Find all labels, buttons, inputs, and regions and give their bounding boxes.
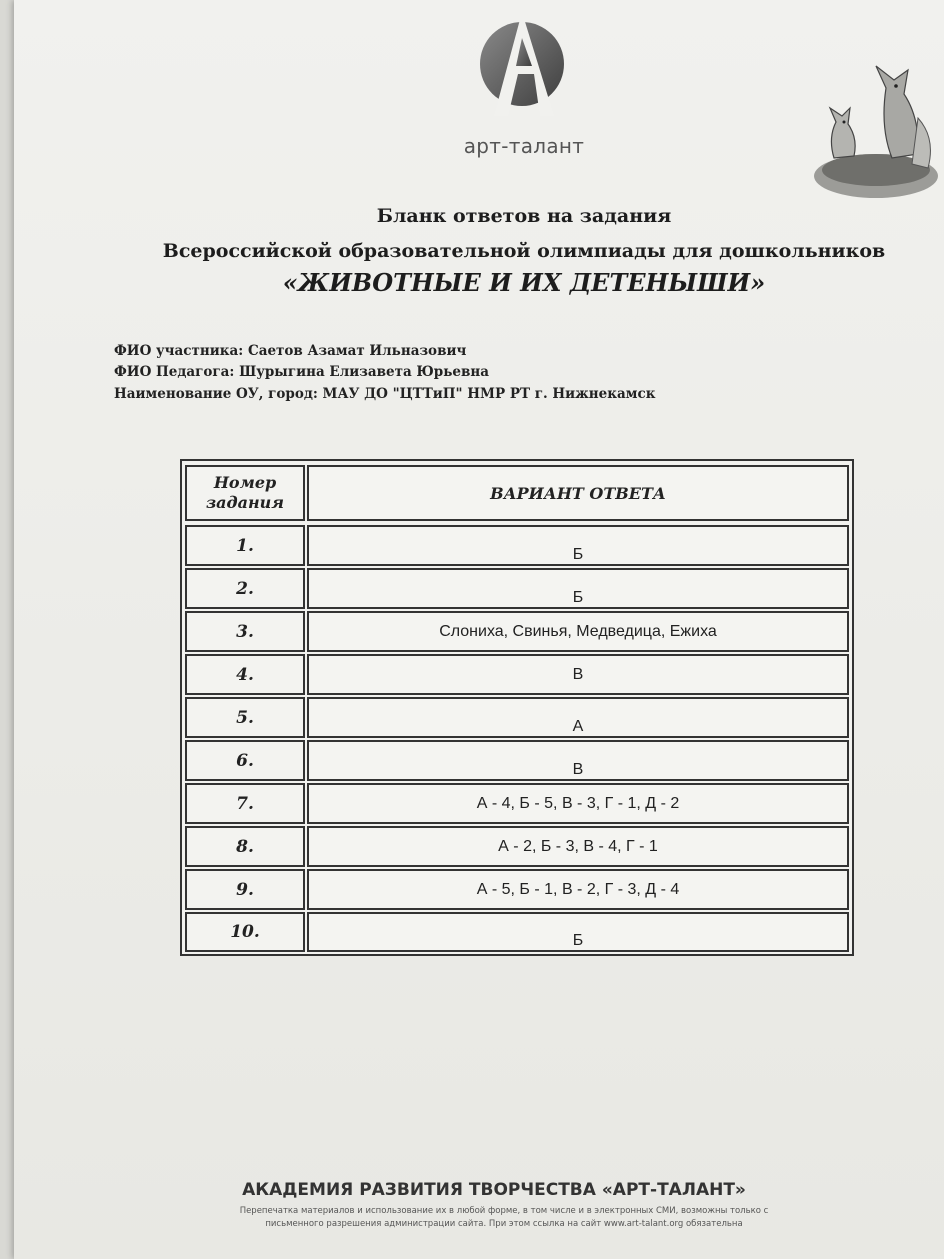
footer-title: АКАДЕМИЯ РАЗВИТИЯ ТВОРЧЕСТВА «АРТ-ТАЛАНТ» bbox=[242, 1180, 746, 1200]
header-answer: ВАРИАНТ ОТВЕТА bbox=[307, 465, 849, 521]
footer-copyright-line1: Перепечатка материалов и использование их в любой форме, в том числе и в электронных СМИ, возможны только с bbox=[239, 1206, 769, 1216]
table-row bbox=[182, 695, 852, 738]
task-number: 7. bbox=[185, 783, 305, 824]
table-row bbox=[182, 652, 852, 695]
answer-cell: А - 5, Б - 1, В - 2, Г - 3, Д - 4 bbox=[307, 869, 849, 910]
table-header-row bbox=[182, 463, 852, 521]
answer-sheet bbox=[14, 0, 944, 1259]
answer-cell: В bbox=[307, 654, 849, 695]
table-row bbox=[182, 910, 852, 952]
task-number: 5. bbox=[185, 697, 305, 738]
teacher-name: ФИО Педагога: Шурыгина Елизавета Юрьевна bbox=[114, 364, 489, 380]
answers-table bbox=[180, 459, 854, 956]
table-row bbox=[182, 738, 852, 781]
task-number: 3. bbox=[185, 611, 305, 652]
task-number: 1. bbox=[185, 525, 305, 566]
footer-copyright-line2: письменного разрешения администрации сайта. При этом ссылка на сайт www.art-talant.org обязательна bbox=[265, 1219, 743, 1229]
task-number: 10. bbox=[185, 912, 305, 952]
organization-name: Наименование ОУ, город: МАУ ДО "ЦТТиП" НМР РТ г. Нижнекамск bbox=[114, 386, 656, 402]
answer-cell: А - 4, Б - 5, В - 3, Г - 1, Д - 2 bbox=[307, 783, 849, 824]
olympiad-name: Всероссийской образовательной олимпиады для дошкольников bbox=[162, 240, 886, 262]
header-task-number-line2: задания bbox=[205, 493, 285, 512]
task-number: 4. bbox=[185, 654, 305, 695]
task-number: 8. bbox=[185, 826, 305, 867]
table-row bbox=[182, 523, 852, 566]
header-task-number-line1: Номер bbox=[213, 473, 277, 492]
answer-cell: Б bbox=[307, 912, 849, 952]
answer-cell: Б bbox=[307, 568, 849, 609]
table-row bbox=[182, 824, 852, 867]
fox-illustration-icon bbox=[800, 58, 940, 208]
table-row bbox=[182, 609, 852, 652]
table-row bbox=[182, 867, 852, 910]
table-row bbox=[182, 781, 852, 824]
answer-cell: А - 2, Б - 3, В - 4, Г - 1 bbox=[307, 826, 849, 867]
sheet-title: Бланк ответов на задания bbox=[376, 205, 672, 227]
olympiad-topic: «ЖИВОТНЫЕ И ИХ ДЕТЕНЫШИ» bbox=[282, 268, 766, 297]
answer-cell: Слониха, Свинья, Медведица, Ежиха bbox=[307, 611, 849, 652]
table-row bbox=[182, 566, 852, 609]
task-number: 6. bbox=[185, 740, 305, 781]
answer-cell: Б bbox=[307, 525, 849, 566]
participant-name: ФИО участника: Саетов Азамат Ильназович bbox=[114, 343, 467, 359]
header-task-number bbox=[185, 465, 305, 521]
task-number: 2. bbox=[185, 568, 305, 609]
answer-cell: А bbox=[307, 697, 849, 738]
answer-cell: В bbox=[307, 740, 849, 781]
logo-text: арт-талант bbox=[463, 134, 585, 158]
art-talant-logo-icon bbox=[474, 4, 570, 134]
task-number: 9. bbox=[185, 869, 305, 910]
